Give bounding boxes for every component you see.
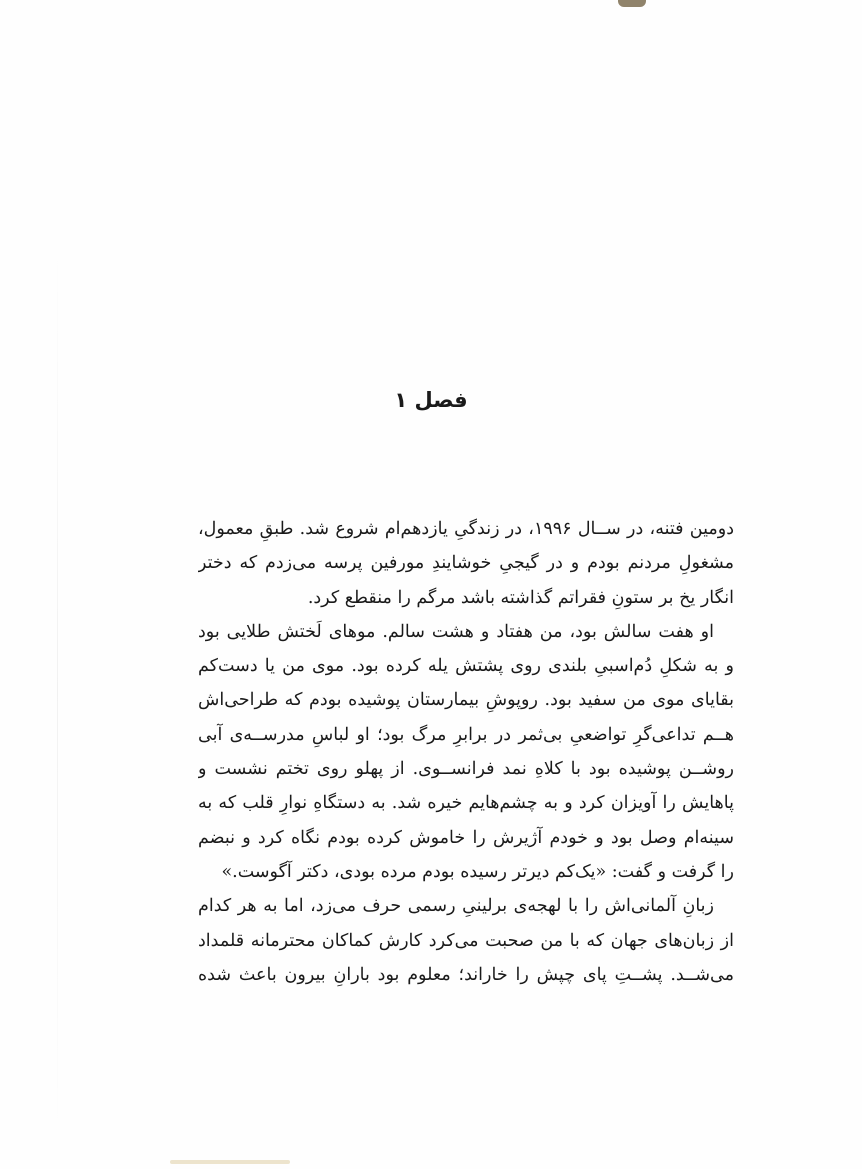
text-line: انگار یخ بر ستونِ فقراتم گذاشته باشد مرگم را منقطع کرد. bbox=[307, 587, 734, 608]
text-line: هــم تداعی‌گرِ تواضعیِ بی‌ثمر در برابرِ مرگ بود؛ او لباسِ مدرســه‌ی آبی bbox=[198, 724, 734, 745]
text-line: بقایای موی من سفید بود. روپوشِ بیمارستان پوشیده بودم که طراحی‌اش bbox=[198, 690, 734, 711]
text-line: دومین فتنه، در ســال ۱۹۹۶، در زندگیِ یازدهم‌ام شروع شد. طبقِ معمول، bbox=[198, 519, 734, 539]
text-line: روشــن پوشیده بود با کلاهِ نمد فرانســوی. از پهلو روی تختم نشست و bbox=[198, 759, 734, 780]
text-line: سینه‌ام وصل بود و خودم آژیرش را خاموش کرده بودم نگاه کرد و نبضم bbox=[198, 827, 734, 848]
text-line: مشغولِ مردنم بودم و در گیجیِ خوشایندِ مورفین پرسه می‌زدم که دختر bbox=[198, 553, 734, 574]
text-line: می‌شــد. پشــتِ پای چپش را خاراند؛ معلوم بود بارانِ بیرون باعث شده bbox=[198, 964, 734, 985]
page-fold-shadow bbox=[57, 240, 58, 1140]
binding-mark bbox=[618, 0, 646, 7]
text-line: از زبان‌های جهان که با من صحبت می‌کرد کارش کماکان محترمانه قلمداد bbox=[198, 930, 734, 951]
text-line: او هفت سالش بود، من هفتاد و هشت سالم. موهای لَختش طلایی بود bbox=[198, 621, 714, 642]
bottom-smudge bbox=[170, 1160, 290, 1164]
text-line: و به شکلِ دُم‌اسبیِ بلندی روی پشتش یله کرده بود. موی من یا دست‌کم bbox=[198, 656, 734, 677]
text-line: پاهایش را آویزان کرد و به چشم‌هایم خیره شد. به دستگاهِ نوارِ قلب که به bbox=[198, 793, 734, 814]
body-text bbox=[198, 512, 734, 992]
text-line: زبانِ آلمانی‌اش را با لهجه‌ی برلینیِ رسمی حرف می‌زد، اما به هر کدام bbox=[198, 896, 714, 917]
text-line: را گرفت و گفت: «یک‌کم دیرتر رسیده بودم مرده بودی، دکتر آگوست.» bbox=[221, 861, 734, 882]
chapter-title: فصل ۱ bbox=[394, 388, 468, 412]
